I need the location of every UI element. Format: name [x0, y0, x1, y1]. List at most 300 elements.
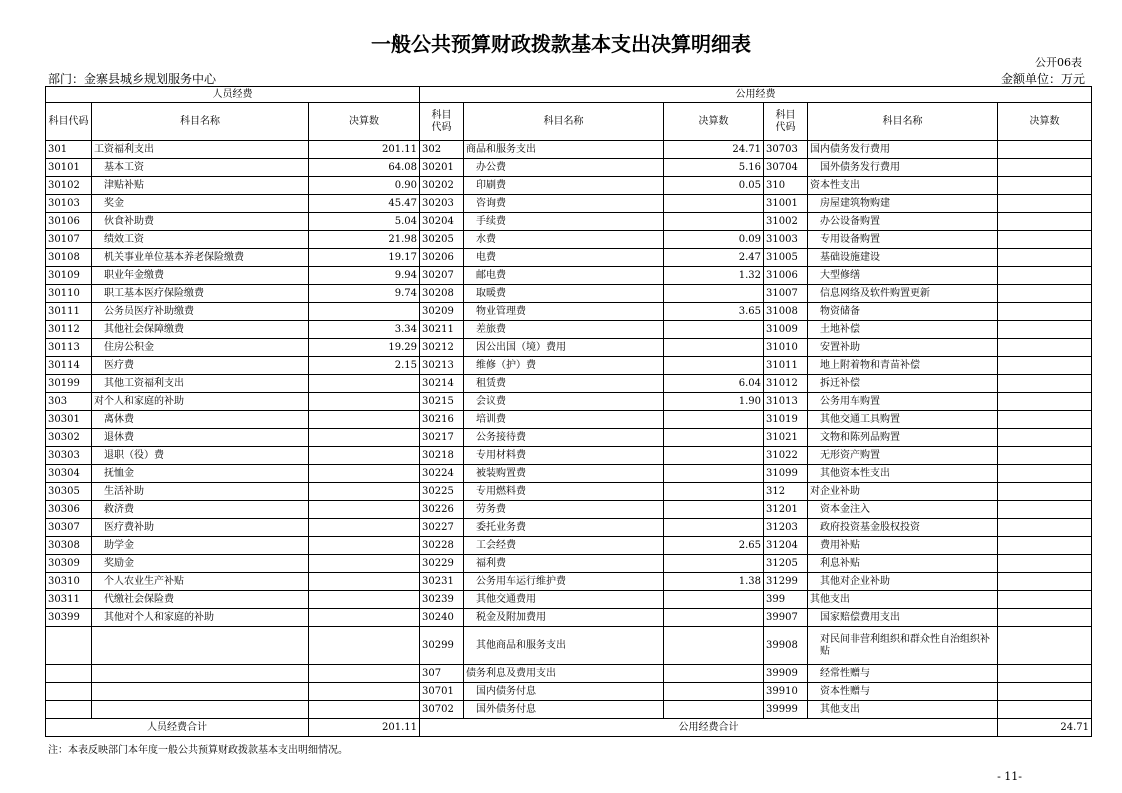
cell-name: 代缴社会保险费	[92, 591, 309, 609]
cell-name: 经常性赠与	[808, 665, 998, 683]
cell-name: 培训费	[464, 411, 664, 429]
cell-name: 工会经费	[464, 537, 664, 555]
cell-amount: 5.16	[664, 159, 764, 177]
cell-name: 维修（护）费	[464, 357, 664, 375]
footnote: 注：本表反映部门本年度一般公共预算财政拨款基本支出明细情况。	[48, 745, 348, 756]
cell-code: 31021	[764, 429, 808, 447]
table-row	[46, 213, 1092, 231]
cell-code: 30702	[420, 701, 464, 719]
cell-amount	[998, 537, 1092, 555]
cell-name: 工资福利支出	[92, 141, 309, 159]
section-header-row	[46, 87, 1092, 103]
cell-name	[92, 701, 309, 719]
cell-amount	[309, 303, 420, 321]
cell-code: 30308	[46, 537, 92, 555]
cell-name: 无形资产购置	[808, 447, 998, 465]
cell-code: 30224	[420, 465, 464, 483]
table-row	[46, 177, 1092, 195]
cell-code: 39910	[764, 683, 808, 701]
header-code-2: 科目 代码	[420, 103, 464, 141]
cell-amount	[664, 627, 764, 665]
table-row	[46, 339, 1092, 357]
department-label: 部门：金寨县城乡规划服务中心	[48, 72, 217, 86]
cell-amount: 45.47	[309, 195, 420, 213]
header-amount: 决算数	[309, 103, 420, 141]
cell-code: 30207	[420, 267, 464, 285]
table-row	[46, 555, 1092, 573]
cell-code: 30226	[420, 501, 464, 519]
cell-name: 安置补助	[808, 339, 998, 357]
cell-code: 30212	[420, 339, 464, 357]
cell-name: 救济费	[92, 501, 309, 519]
cell-name: 公务用车运行维护费	[464, 573, 664, 591]
unit-label: 金额单位：万元	[1000, 72, 1085, 86]
table-row	[46, 249, 1092, 267]
cell-amount	[309, 537, 420, 555]
cell-code: 31010	[764, 339, 808, 357]
cell-amount: 0.09	[664, 231, 764, 249]
cell-name: 专用材料费	[464, 447, 664, 465]
header-code: 科目代码	[46, 103, 92, 141]
page-title: 一般公共预算财政拨款基本支出决算明细表	[371, 32, 751, 56]
cell-amount	[998, 177, 1092, 195]
cell-name: 对企业补助	[808, 483, 998, 501]
table-row	[46, 573, 1092, 591]
cell-name: 委托业务费	[464, 519, 664, 537]
cell-amount	[309, 573, 420, 591]
cell-name: 电费	[464, 249, 664, 267]
cell-name: 手续费	[464, 213, 664, 231]
page-number: - 11-	[997, 770, 1022, 783]
cell-name: 水费	[464, 231, 664, 249]
table-row	[46, 411, 1092, 429]
cell-amount	[664, 195, 764, 213]
cell-code: 307	[420, 665, 464, 683]
cell-amount	[664, 501, 764, 519]
cell-code: 30229	[420, 555, 464, 573]
cell-code: 30208	[420, 285, 464, 303]
cell-code: 30239	[420, 591, 464, 609]
cell-amount	[998, 375, 1092, 393]
personnel-total-label: 人员经费合计	[46, 719, 309, 737]
cell-amount	[664, 447, 764, 465]
cell-code: 31009	[764, 321, 808, 339]
cell-amount	[309, 609, 420, 627]
cell-name: 津贴补贴	[92, 177, 309, 195]
cell-amount: 5.04	[309, 213, 420, 231]
cell-name: 机关事业单位基本养老保险缴费	[92, 249, 309, 267]
cell-name: 其他支出	[808, 701, 998, 719]
cell-amount: 0.90	[309, 177, 420, 195]
cell-amount	[998, 393, 1092, 411]
table-row	[46, 665, 1092, 683]
cell-name: 奖励金	[92, 555, 309, 573]
table-row	[46, 591, 1092, 609]
cell-name: 资本性赠与	[808, 683, 998, 701]
table-row	[46, 627, 1092, 665]
cell-amount	[998, 483, 1092, 501]
cell-name: 物业管理费	[464, 303, 664, 321]
cell-name: 大型修缮	[808, 267, 998, 285]
cell-amount	[998, 627, 1092, 665]
cell-code: 31205	[764, 555, 808, 573]
cell-name: 国内债务付息	[464, 683, 664, 701]
cell-amount	[664, 591, 764, 609]
cell-amount	[998, 609, 1092, 627]
cell-code: 30113	[46, 339, 92, 357]
table-row	[46, 537, 1092, 555]
cell-name: 邮电费	[464, 267, 664, 285]
cell-code: 30101	[46, 159, 92, 177]
cell-code: 30228	[420, 537, 464, 555]
cell-code: 30108	[46, 249, 92, 267]
cell-code: 31003	[764, 231, 808, 249]
cell-name: 资本金注入	[808, 501, 998, 519]
cell-amount: 21.98	[309, 231, 420, 249]
cell-name: 办公费	[464, 159, 664, 177]
cell-name: 退职（役）费	[92, 447, 309, 465]
cell-name: 差旅费	[464, 321, 664, 339]
cell-code: 30110	[46, 285, 92, 303]
cell-name: 个人农业生产补贴	[92, 573, 309, 591]
cell-code: 30199	[46, 375, 92, 393]
table-row	[46, 141, 1092, 159]
header-code-3: 科目 代码	[764, 103, 808, 141]
cell-code: 30103	[46, 195, 92, 213]
cell-code	[46, 683, 92, 701]
cell-amount	[309, 501, 420, 519]
cell-amount: 1.90	[664, 393, 764, 411]
cell-name: 其他对个人和家庭的补助	[92, 609, 309, 627]
cell-name: 医疗费	[92, 357, 309, 375]
cell-amount	[309, 375, 420, 393]
cell-amount	[998, 303, 1092, 321]
cell-name: 国内债务发行费用	[808, 141, 998, 159]
header-name: 科目名称	[92, 103, 309, 141]
cell-amount	[309, 411, 420, 429]
cell-amount	[664, 465, 764, 483]
cell-code: 30205	[420, 231, 464, 249]
cell-name: 物资储备	[808, 303, 998, 321]
cell-code: 30399	[46, 609, 92, 627]
cell-code: 30112	[46, 321, 92, 339]
cell-amount	[309, 519, 420, 537]
cell-amount	[664, 411, 764, 429]
cell-code: 30305	[46, 483, 92, 501]
cell-amount	[309, 555, 420, 573]
cell-name: 土地补偿	[808, 321, 998, 339]
cell-amount	[309, 483, 420, 501]
cell-amount: 2.65	[664, 537, 764, 555]
cell-name: 专用设备购置	[808, 231, 998, 249]
cell-code: 30213	[420, 357, 464, 375]
cell-name: 其他资本性支出	[808, 465, 998, 483]
cell-code: 39908	[764, 627, 808, 665]
cell-code: 30299	[420, 627, 464, 665]
cell-amount	[998, 231, 1092, 249]
cell-amount	[664, 213, 764, 231]
cell-amount	[998, 195, 1092, 213]
cell-code: 31203	[764, 519, 808, 537]
table-row	[46, 447, 1092, 465]
cell-code: 30114	[46, 357, 92, 375]
cell-amount	[664, 357, 764, 375]
cell-amount	[309, 465, 420, 483]
table-row	[46, 609, 1092, 627]
cell-code: 30303	[46, 447, 92, 465]
cell-code: 31006	[764, 267, 808, 285]
cell-amount	[309, 447, 420, 465]
cell-amount: 6.04	[664, 375, 764, 393]
cell-amount	[998, 465, 1092, 483]
cell-code: 30301	[46, 411, 92, 429]
cell-amount: 1.38	[664, 573, 764, 591]
cell-code: 30704	[764, 159, 808, 177]
table-row	[46, 285, 1092, 303]
column-header-row	[46, 103, 1092, 141]
cell-name: 其他商品和服务支出	[464, 627, 664, 665]
cell-name: 公务接待费	[464, 429, 664, 447]
table-row	[46, 501, 1092, 519]
cell-code: 30227	[420, 519, 464, 537]
cell-name: 印刷费	[464, 177, 664, 195]
cell-code: 30209	[420, 303, 464, 321]
cell-code: 30107	[46, 231, 92, 249]
cell-name: 咨询费	[464, 195, 664, 213]
cell-name: 伙食补助费	[92, 213, 309, 231]
cell-name: 医疗费补助	[92, 519, 309, 537]
cell-name: 奖金	[92, 195, 309, 213]
cell-name: 地上附着物和青苗补偿	[808, 357, 998, 375]
table-row	[46, 393, 1092, 411]
cell-name: 租赁费	[464, 375, 664, 393]
cell-amount	[309, 591, 420, 609]
cell-code: 31001	[764, 195, 808, 213]
cell-name: 政府投资基金股权投资	[808, 519, 998, 537]
cell-code: 30216	[420, 411, 464, 429]
cell-amount	[998, 339, 1092, 357]
cell-amount	[998, 519, 1092, 537]
cell-name: 税金及附加费用	[464, 609, 664, 627]
cell-name: 公务用车购置	[808, 393, 998, 411]
cell-code: 302	[420, 141, 464, 159]
cell-amount	[309, 683, 420, 701]
cell-amount: 3.65	[664, 303, 764, 321]
cell-name: 职业年金缴费	[92, 267, 309, 285]
cell-name: 基础设施建设	[808, 249, 998, 267]
cell-name	[92, 683, 309, 701]
cell-name: 费用补贴	[808, 537, 998, 555]
cell-name: 助学金	[92, 537, 309, 555]
cell-code: 30307	[46, 519, 92, 537]
cell-amount: 2.47	[664, 249, 764, 267]
cell-code: 31012	[764, 375, 808, 393]
cell-code: 30206	[420, 249, 464, 267]
cell-amount	[998, 213, 1092, 231]
table-row	[46, 195, 1092, 213]
cell-amount	[664, 483, 764, 501]
cell-name: 基本工资	[92, 159, 309, 177]
cell-name: 拆迁补偿	[808, 375, 998, 393]
table-row	[46, 267, 1092, 285]
cell-amount: 3.34	[309, 321, 420, 339]
section-personnel: 人员经费	[46, 87, 420, 103]
cell-name: 债务利息及费用支出	[464, 665, 664, 683]
cell-amount	[664, 519, 764, 537]
table-row	[46, 465, 1092, 483]
cell-code: 30201	[420, 159, 464, 177]
cell-name: 国家赔偿费用支出	[808, 609, 998, 627]
cell-code: 30240	[420, 609, 464, 627]
cell-name: 利息补贴	[808, 555, 998, 573]
cell-name: 生活补助	[92, 483, 309, 501]
cell-name: 专用燃料费	[464, 483, 664, 501]
table-row	[46, 483, 1092, 501]
table-row	[46, 357, 1092, 375]
cell-code: 39907	[764, 609, 808, 627]
section-public: 公用经费	[420, 87, 1092, 103]
cell-code: 301	[46, 141, 92, 159]
table-row	[46, 429, 1092, 447]
cell-name: 国外债务付息	[464, 701, 664, 719]
cell-name: 对个人和家庭的补助	[92, 393, 309, 411]
cell-name: 其他对企业补助	[808, 573, 998, 591]
cell-amount	[998, 665, 1092, 683]
cell-code: 30306	[46, 501, 92, 519]
cell-code: 31007	[764, 285, 808, 303]
cell-code: 39999	[764, 701, 808, 719]
header-name-2: 科目名称	[464, 103, 664, 141]
cell-code: 30231	[420, 573, 464, 591]
cell-name: 抚恤金	[92, 465, 309, 483]
cell-name: 资本性支出	[808, 177, 998, 195]
cell-amount	[998, 321, 1092, 339]
cell-amount	[998, 411, 1092, 429]
cell-amount	[309, 429, 420, 447]
cell-amount	[664, 665, 764, 683]
public-total-value: 24.71	[998, 719, 1092, 737]
cell-name: 其他支出	[808, 591, 998, 609]
cell-amount	[664, 285, 764, 303]
cell-amount	[998, 447, 1092, 465]
public-total-label: 公用经费合计	[420, 719, 998, 737]
cell-code: 30204	[420, 213, 464, 231]
cell-amount: 201.11	[309, 141, 420, 159]
personnel-total-value: 201.11	[309, 719, 420, 737]
cell-name: 离休费	[92, 411, 309, 429]
cell-amount	[664, 321, 764, 339]
cell-amount: 19.29	[309, 339, 420, 357]
cell-name: 信息网络及软件购置更新	[808, 285, 998, 303]
table-row	[46, 159, 1092, 177]
cell-amount	[309, 665, 420, 683]
cell-amount	[998, 573, 1092, 591]
cell-amount	[664, 555, 764, 573]
cell-code: 30310	[46, 573, 92, 591]
cell-name: 其他交通费用	[464, 591, 664, 609]
cell-name: 劳务费	[464, 501, 664, 519]
cell-code: 39909	[764, 665, 808, 683]
cell-name: 文物和陈列品购置	[808, 429, 998, 447]
cell-code: 30215	[420, 393, 464, 411]
cell-name: 因公出国（境）费用	[464, 339, 664, 357]
cell-amount	[998, 285, 1092, 303]
cell-code: 30111	[46, 303, 92, 321]
table-row	[46, 683, 1092, 701]
cell-code: 30102	[46, 177, 92, 195]
cell-amount	[664, 429, 764, 447]
cell-code: 30302	[46, 429, 92, 447]
form-id: 公开06表	[1035, 56, 1082, 69]
expenditure-table	[45, 86, 1092, 737]
cell-code: 30309	[46, 555, 92, 573]
cell-name: 办公设备购置	[808, 213, 998, 231]
cell-amount	[664, 701, 764, 719]
cell-amount	[664, 609, 764, 627]
cell-amount	[998, 267, 1092, 285]
cell-code: 30202	[420, 177, 464, 195]
cell-code	[46, 627, 92, 665]
cell-code: 30225	[420, 483, 464, 501]
cell-amount	[998, 429, 1092, 447]
cell-code: 31201	[764, 501, 808, 519]
cell-name	[92, 627, 309, 665]
cell-name: 其他交通工具购置	[808, 411, 998, 429]
cell-code: 31008	[764, 303, 808, 321]
cell-code: 31002	[764, 213, 808, 231]
cell-amount	[664, 339, 764, 357]
cell-amount	[998, 555, 1092, 573]
cell-name: 会议费	[464, 393, 664, 411]
cell-name: 国外债务发行费用	[808, 159, 998, 177]
cell-name: 房屋建筑物购建	[808, 195, 998, 213]
cell-amount	[998, 501, 1092, 519]
cell-amount	[309, 393, 420, 411]
cell-amount: 2.15	[309, 357, 420, 375]
cell-name: 被装购置费	[464, 465, 664, 483]
cell-amount	[998, 701, 1092, 719]
cell-name: 职工基本医疗保险缴费	[92, 285, 309, 303]
cell-code: 310	[764, 177, 808, 195]
cell-amount: 64.08	[309, 159, 420, 177]
cell-code: 30214	[420, 375, 464, 393]
cell-code: 31011	[764, 357, 808, 375]
cell-amount	[998, 249, 1092, 267]
table-row	[46, 321, 1092, 339]
cell-code: 303	[46, 393, 92, 411]
cell-name: 公务员医疗补助缴费	[92, 303, 309, 321]
cell-amount	[998, 159, 1092, 177]
header-name-3: 科目名称	[808, 103, 998, 141]
cell-amount	[309, 701, 420, 719]
header-amount-3: 决算数	[998, 103, 1092, 141]
cell-code: 30109	[46, 267, 92, 285]
cell-amount: 1.32	[664, 267, 764, 285]
cell-code	[46, 701, 92, 719]
table-row	[46, 701, 1092, 719]
header-amount-2: 决算数	[664, 103, 764, 141]
cell-amount: 24.71	[664, 141, 764, 159]
cell-code: 30701	[420, 683, 464, 701]
cell-amount	[998, 683, 1092, 701]
cell-code: 30106	[46, 213, 92, 231]
cell-amount: 9.94	[309, 267, 420, 285]
cell-amount: 19.17	[309, 249, 420, 267]
cell-code: 31204	[764, 537, 808, 555]
table-row	[46, 231, 1092, 249]
table-row	[46, 519, 1092, 537]
cell-code: 31099	[764, 465, 808, 483]
